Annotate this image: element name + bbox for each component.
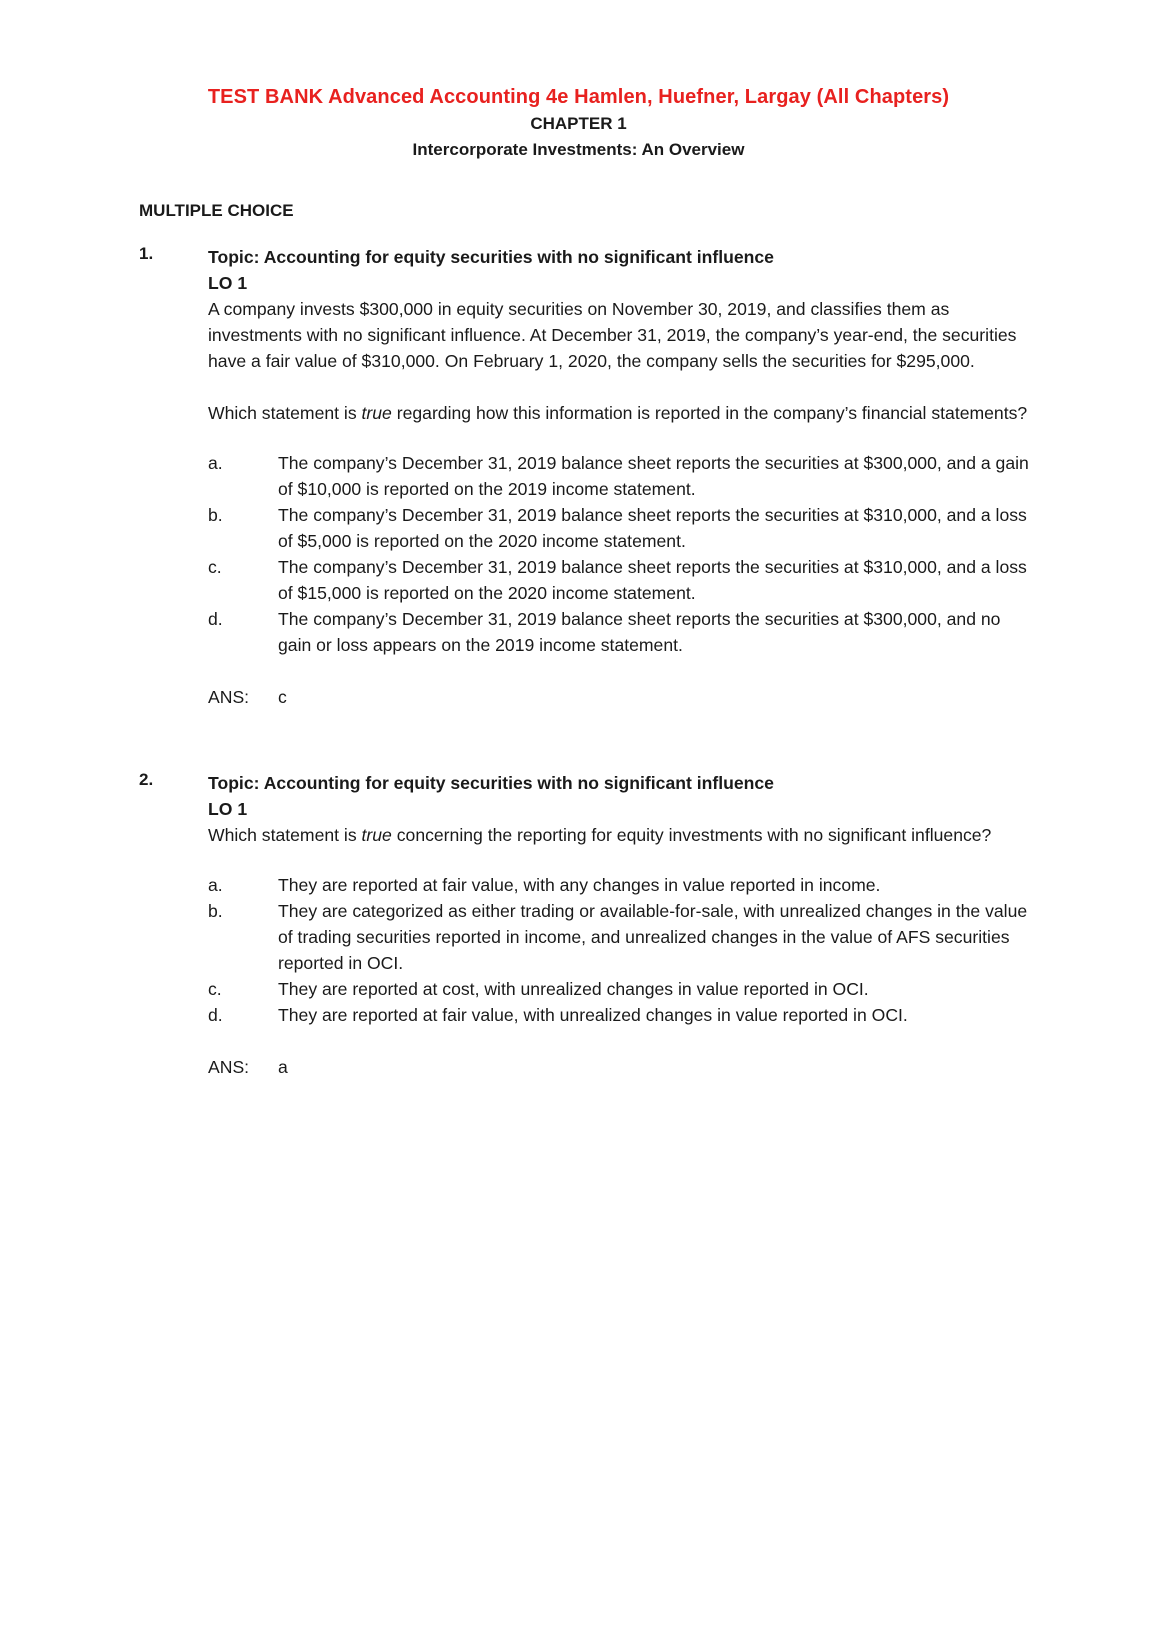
question-stem xyxy=(208,822,1038,848)
question-topic: Topic: Accounting for equity securities with no significant influence xyxy=(208,247,774,267)
chapter-subtitle: Intercorporate Investments: An Overview xyxy=(412,140,745,159)
choice-letter: c. xyxy=(208,557,222,577)
choice-letter: d. xyxy=(208,609,223,629)
answer-line xyxy=(208,684,1038,710)
choice-letter: a. xyxy=(208,875,223,895)
question-lo: LO 1 xyxy=(208,273,248,293)
choice-text: They are reported at cost, with unrealized changes in value reported in OCI. xyxy=(278,979,869,999)
document-title: TEST BANK Advanced Accounting 4e Hamlen, Huefner, Largay (All Chapters) xyxy=(207,86,950,108)
question-number: 1. xyxy=(139,244,154,263)
choice-d xyxy=(208,1002,1038,1028)
answer-line xyxy=(208,1054,1038,1080)
stem-text: concerning the reporting for equity investments with no significant influence? xyxy=(391,825,992,845)
stem-emphasis: true xyxy=(361,403,392,423)
choice-d xyxy=(208,606,1038,658)
question-body xyxy=(208,770,1038,1080)
question-lo: LO 1 xyxy=(208,799,248,819)
choice-text: The company’s December 31, 2019 balance sheet reports the securities at $300,000, and a gain of $10,000 is reported on the 2019 income statement. xyxy=(278,453,1029,499)
choice-letter: b. xyxy=(208,901,223,921)
choice-c xyxy=(208,976,1038,1002)
choice-text: The company’s December 31, 2019 balance sheet reports the securities at $300,000, and no gain or loss appears on the 2019 income statement. xyxy=(278,609,1001,655)
choice-list xyxy=(208,872,1038,1028)
choice-letter: c. xyxy=(208,979,222,999)
section-heading: MULTIPLE CHOICE xyxy=(139,201,294,220)
choice-b xyxy=(208,898,1038,976)
choice-b xyxy=(208,502,1038,554)
stem-text: Which statement is xyxy=(208,403,362,423)
choice-c xyxy=(208,554,1038,606)
question-body xyxy=(208,244,1038,710)
choice-letter: d. xyxy=(208,1005,223,1025)
choice-letter: b. xyxy=(208,505,223,525)
chapter-heading: CHAPTER 1 xyxy=(530,114,627,133)
choice-letter: a. xyxy=(208,453,223,473)
question-topic: Topic: Accounting for equity securities with no significant influence xyxy=(208,773,774,793)
choice-text: The company’s December 31, 2019 balance sheet reports the securities at $310,000, and a loss of $15,000 is reported on the 2020 income statement. xyxy=(278,557,1027,603)
choice-text: The company’s December 31, 2019 balance sheet reports the securities at $310,000, and a loss of $5,000 is reported on the 2020 income statement. xyxy=(278,505,1027,551)
choice-list xyxy=(208,450,1038,658)
stem-emphasis: true xyxy=(361,825,392,845)
question-stem xyxy=(208,400,1038,426)
stem-text: regarding how this information is reported in the company’s financial statements? xyxy=(391,403,1028,423)
choice-a xyxy=(208,450,1038,502)
question-scenario: A company invests $300,000 in equity securities on November 30, 2019, and classifies them as investments with no significant influence. At December 31, 2019, the company’s year-end, the securities have a fair value of $310,000. On February 1, 2020, the company sells the securities for $295,000. xyxy=(208,299,1017,371)
stem-text: Which statement is xyxy=(208,825,362,845)
question-number: 2. xyxy=(139,770,154,789)
choice-text: They are reported at fair value, with unrealized changes in value reported in OCI. xyxy=(278,1005,908,1025)
choice-a xyxy=(208,872,1038,898)
answer-value: c xyxy=(278,687,287,707)
answer-label: ANS: xyxy=(208,687,250,707)
answer-label: ANS: xyxy=(208,1057,250,1077)
answer-value: a xyxy=(278,1057,288,1077)
choice-text: They are categorized as either trading or available-for-sale, with unrealized changes in the value of trading securities reported in income, and unrealized changes in the value of AFS securities reported in OCI. xyxy=(278,901,1028,973)
choice-text: They are reported at fair value, with any changes in value reported in income. xyxy=(278,875,881,895)
